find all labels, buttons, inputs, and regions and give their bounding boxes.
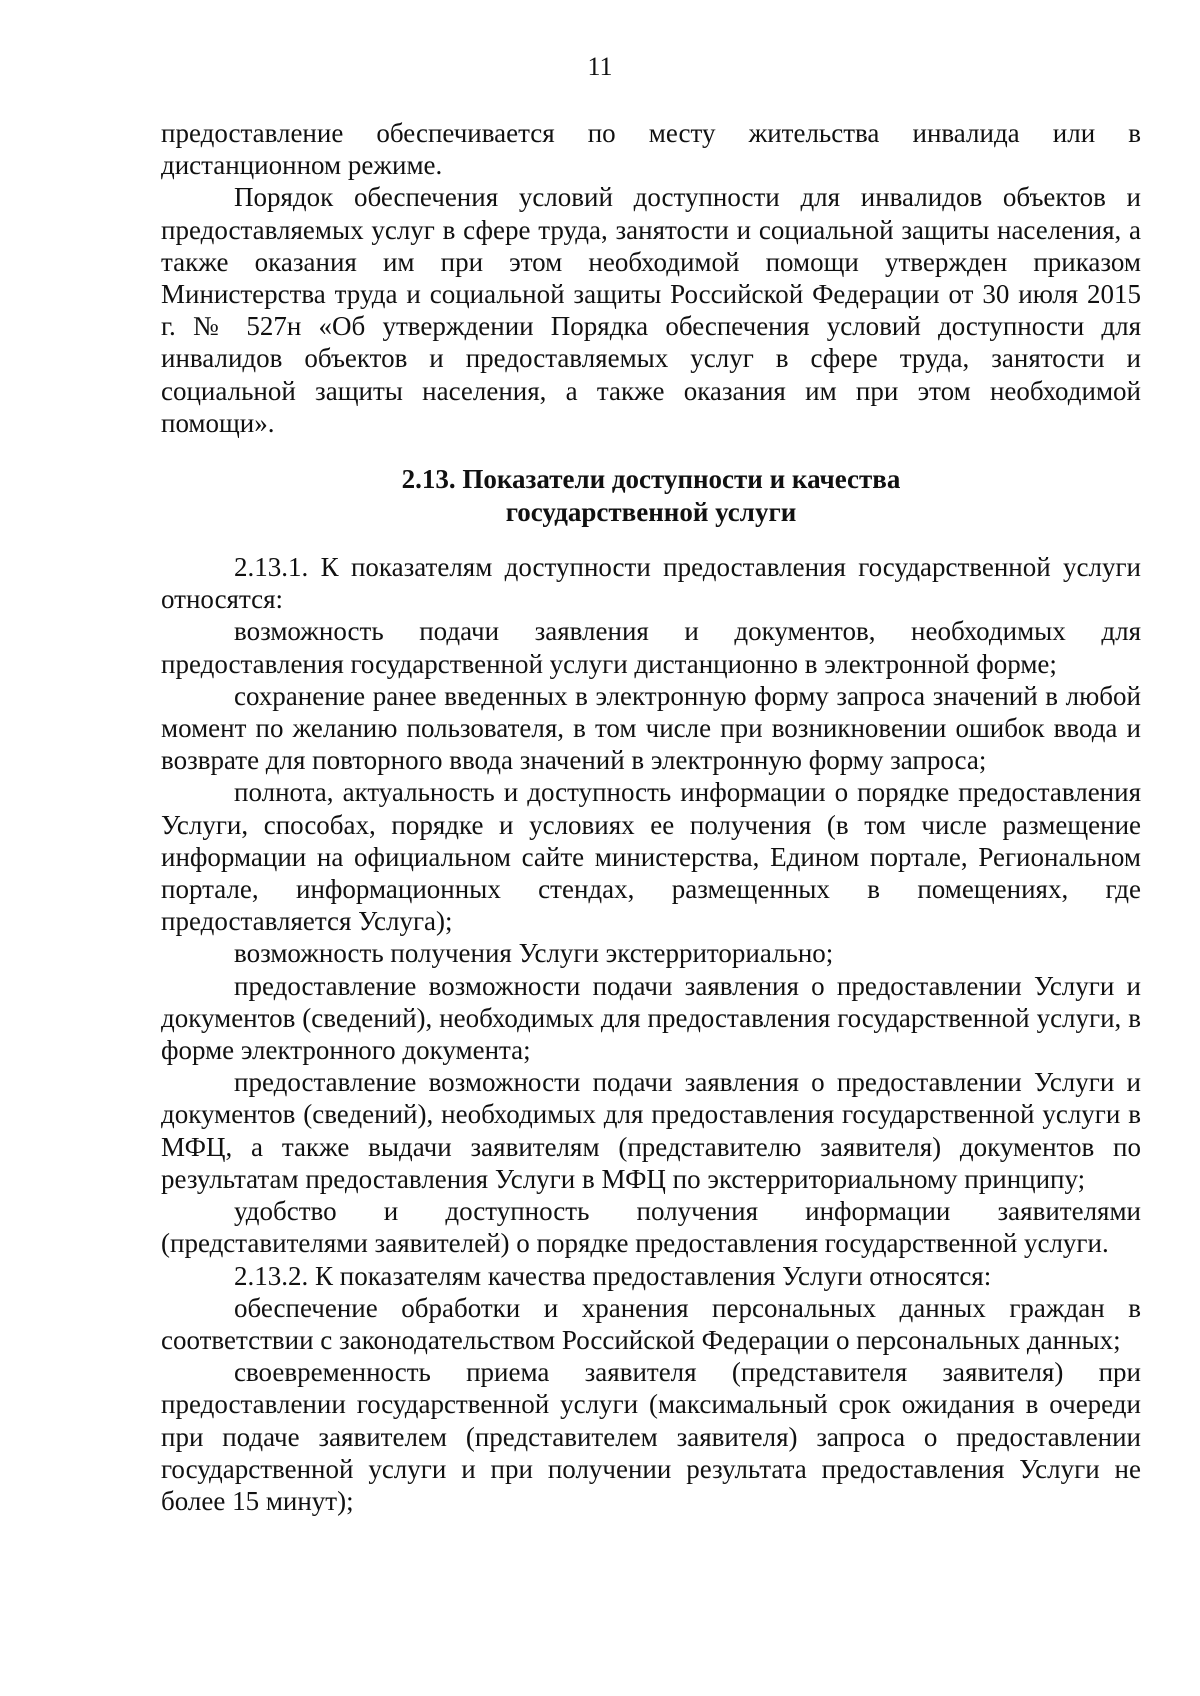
paragraph-continuation: предоставление обеспечивается по месту жительства инвалида или в дистанционном режиме. [161, 118, 1141, 181]
list-item: предоставление возможности подачи заявления о предоставлении Услуги и документов (сведений), необходимых для предоставления государственной услуги, в форме электронного документа; [161, 970, 1141, 1066]
paragraph-2-13-1: 2.13.1. К показателям доступности предоставления государственной услуги относятся: [161, 552, 1141, 615]
list-item: полнота, актуальность и доступность информации о порядке предоставления Услуги, способах, порядке и условиях ее получения (в том числе размещение информации на официальном сайте министерства, Едином портале, Региональном портале, информационных стендах, размещенных в помещениях, где предоставляется Услуга); [161, 777, 1141, 937]
section-heading-line-2: государственной услуги [505, 497, 797, 528]
list-item: предоставление возможности подачи заявления о предоставлении Услуги и документов (сведений), необходимых для предоставления государственной услуги в МФЦ, а также выдачи заявителям (представителю заявителя) документов по результатам предоставления Услуги в МФЦ по экстерриториальному принципу; [161, 1067, 1141, 1194]
paragraph-accessibility-order: Порядок обеспечения условий доступности для инвалидов объектов и предоставляемых услуг в сфере труда, занятости и социальной защиты населения, а также оказания им при этом необходимой помощи утвержден приказом Министерства труда и социальной защиты Российской Федерации от 30 июля 2015 г. № 527н «Об утверждении Порядка обеспечения условий доступности для инвалидов объектов и предоставляемых услуг в сфере труда, занятости и социальной защиты населения, а также оказания им при этом необходимой помощи». [161, 182, 1141, 438]
list-item: своевременность приема заявителя (представителя заявителя) при предоставлении государственной услуги (максимальный срок ожидания в очереди при подаче заявителем (представителем заявителя) запроса о предоставлении государственной услуги и при получении результата предоставления Услуги не более 15 минут); [161, 1357, 1141, 1516]
list-item: обеспечение обработки и хранения персональных данных граждан в соответствии с законодательством Российской Федерации о персональных данных; [161, 1292, 1141, 1355]
list-item: возможность получения Услуги экстерриториально; [234, 938, 834, 969]
paragraph-2-13-2: 2.13.2. К показателям качества предоставления Услуги относятся: [234, 1260, 992, 1291]
section-heading-line-1: 2.13. Показатели доступности и качества [401, 464, 901, 495]
section-heading [161, 463, 1141, 529]
document-body [161, 117, 1141, 1517]
page-number: 11 [587, 52, 613, 81]
list-item: удобство и доступность получения информации заявителями (представителями заявителей) о порядке предоставления государственной услуги. [161, 1196, 1141, 1259]
list-item: сохранение ранее введенных в электронную форму запроса значений в любой момент по желанию пользователя, в том числе при возникновении ошибок ввода и возврате для повторного ввода значений в электронную форму запроса; [161, 680, 1141, 776]
list-item: возможность подачи заявления и документов, необходимых для предоставления государственной услуги дистанционно в электронной форме; [161, 616, 1141, 679]
